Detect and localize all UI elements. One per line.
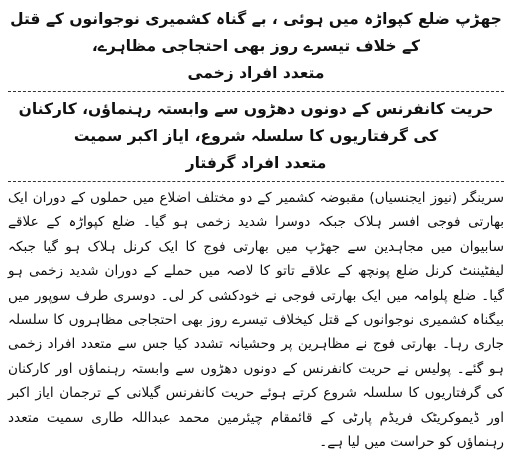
headline-2 <box>8 96 504 177</box>
headline-1-line-2: متعدد افراد زخمی <box>187 64 325 82</box>
headline-1 <box>8 6 504 87</box>
headline-1-line-1: جھڑپ ضلع کپواڑہ میں ہوئی ، بے گناہ کشمیری نوجوانوں کے قتل کے خلاف تیسرے روز بھی احتجاجی مظاہرے، <box>10 10 502 55</box>
headline-2-line-2: متعدد افراد گرفتار <box>185 154 327 172</box>
article-body: سرینگر (نیوز ایجنسیاں) مقبوضہ کشمیر کے دو مختلف اضلاع میں حملوں کے دوران ایک بھارتی فوجی افسر ہلاک جبکہ دوسرا شدید زخمی ہو گیا۔ ضلع کپواڑہ کے علاقے سابیوان میں مجاہدین سے جھڑپ میں بھارتی فوج کا ایک کرنل ہلاک ہو گیا جبکہ لیفٹیننٹ کرنل ضلع پونچھ کے علاقے تاتو کا لاصہ میں حملے کے دوران شدید زخمی ہو گیا۔ ضلع پلوامہ میں ایک بھارتی فوجی نے خودکشی کر لی۔ دوسری طرف سوپور میں بیگناہ کشمیری نوجوانوں کے قتل کیخلاف تیسرے روز بھی احتجاجی مظاہروں کا سلسلہ جاری رہا۔ بھارتی فوج نے مظاہرین پر وحشیانہ تشدد کیا جس سے متعدد افراد زخمی ہو گئے۔ پولیس نے حریت کانفرنس کے دونوں دھڑوں سے وابستہ رہنماؤں اور کارکنان کی گرفتاریوں کا سلسلہ شروع کرتے ہوئے حریت کانفرنس گیلانی کے ترجمان ایاز اکبر اور ڈیموکریٹک فریڈم پارٹی کے قائمقام چیئرمین محمد عبداللہ طاری سمیت متعدد رہنماؤں کو حراست میں لیا ہے۔ <box>8 190 504 451</box>
divider-1 <box>8 91 504 92</box>
divider-2 <box>8 181 504 182</box>
headline-2-line-1: حریت کانفرنس کے دونوں دھڑوں سے وابستہ رہنماؤں، کارکنان کی گرفتاریوں کا سلسلہ شروع، ایاز اکبر سمیت <box>18 100 494 145</box>
